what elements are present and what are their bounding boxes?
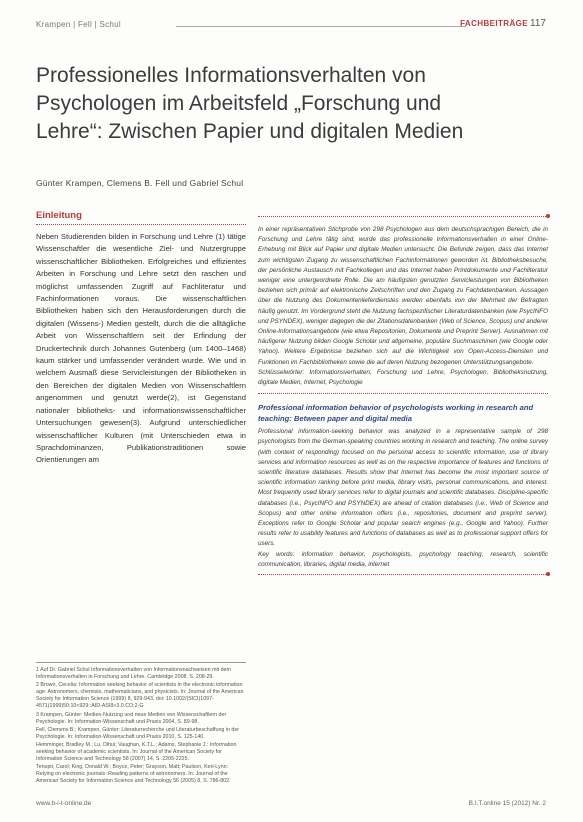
keywords-german: Schlüsselwörter: Informationsverhalten, Forschung und Lehre, Psychologen, Bibliotheksnutzung, digitale Medien, Internet, Psychologie [258, 368, 548, 387]
abstract-english-title: Professional information behavior of psychologists working in research and teaching: Between paper and digital media [258, 403, 534, 424]
intro-heading-rule [36, 224, 246, 225]
running-head-authors: Krampen | Fell | Schul [36, 20, 122, 29]
abstract-mid-rule [258, 393, 548, 394]
footnote: Tenopir, Carol; King, Donald W.; Boyce, Peter; Grayson, Matt; Paulson, Keri-Lynn: Relying on electronic journals: Reading patterns of astronomers. In: Journal of the American Society for Information Science and Technology 56 (2005) 8, S. 786-802. [36, 764, 231, 785]
section-label: FACHBEITRÄGE [460, 19, 528, 28]
abstract-german: In einer repräsentativen Stichprobe von 298 Psychologen aus dem deutschsprachigen Bereich, die in Forschung und Lehre tätig sind, wurde das professionelle Informationsverhalten in einer Online-Erhebung mit Blick auf Papier und digitale Medien untersucht. Die Befunde zeigen, dass das Internet zum wichtigsten Zugang zu wissenschaftlichen Fachinformationen geworden ist. Bibliotheksbesuche, der persönliche Austausch mit Fachkollegen und das Internet haben Printdokumente und Fachliteratur weniger eine untergeordnete Rolle. Die am häufigsten genutzten Servicleistungen von Bibliotheken beziehen sich primär auf elektronische Zeitschriften und den Zugang zu Fachdatenbanken. Aussagen über die Nutzung des Dokumentenlieferdienstes werden ebenfalls von der Mehrheit der Befragten häufig genutzt. Im Vordergrund steht die Nutzung fachspezifischer Literaturdatenbanken (wie PsycINFO und PSYNDEX), weniger dagegen die der Zitationsdatenbanken (Web of Science, Scopus) und anderer Online-Informationsangebote (wie etwa Repositorien, Dokumente und Preprint Server). Ausnahmen mit häufigerer Nutzung bilden Google Scholar und allgemeine, populäre Suchmaschinen (wie Google oder Yahoo). Weitere Ergebnisse beziehen sich auf die Wichtigkeit von Open-Access-Diensten und Funktionen im Fachbibliotheken sowie die auf deren Nutzung bezogenen Unterstützungsangebote. [258, 226, 548, 366]
footer-journal: B.I.T.online 15 (2012) Nr. 2 [468, 800, 546, 807]
page-footer [36, 800, 546, 812]
rule-dot [546, 214, 550, 218]
footnote: 3 Krampen, Günter: Medien-Nutzung und neue Medien von Wissenschaftlern der Psychologie. In: Information-Wissenschaft und Praxis 2004, S. 89-98. [36, 711, 227, 725]
footnote: 1 Auf Dr. Gabriel Schul Informationsverhalten von Informationsnachweisen mit dem Informationsverhalten in Forschung und Lehre. Cambridge 2008. S. 208-29. [36, 667, 231, 681]
left-column [36, 210, 246, 467]
footnote: Fell, Clemens B.; Krampen, Günter: Literaturrecherche und Literaturbeschaffung in der Psychologie. In: Information-Wissenschaft und Praxis 2010, S. 125-140. [36, 726, 240, 740]
abstract-bottom-rule [258, 574, 548, 575]
header-rule [176, 26, 466, 27]
article-authors: Günter Krampen, Clemens B. Fell und Gabriel Schul [36, 178, 244, 188]
footnote: Hemminger, Bradley M.; Lu, Dihui; Vaughan, K.T.L.; Adams, Stephanie J.: Information seeking behavior of academic scientists. In: Journal of the American Society for Information Science and Technology 58 (2007) 14, S. 2205-2225. [36, 741, 237, 763]
rule-dot [546, 572, 550, 576]
title-line-2: Psychologen im Arbeitsfeld „Forschung und [36, 92, 442, 115]
title-line-1: Professionelles Informationsverhalten von [36, 64, 426, 87]
footnote: 2 Brown, Cecelia: Information seeking behavior of scientists in the electronic information age: Astronomers, chemists, mathematicians, and physicists. In: Journal of the American Society for Information Science (1999) 8, 929-943. doi: 10.1002/(SICI)1097-4571(1999)50:10<929::AID-ASI8>3.0.CO;2-G [36, 682, 244, 710]
keywords-english: Key words: information behavior, psychologists, psychology teaching, research, scientific communication, libraries, digital media, internet [258, 550, 548, 568]
footnotes [36, 662, 246, 787]
intro-body: Neben Studierenden bilden in Forschung und Lehre (1) tätige Wissenschaftler die wesentliche Ziel- und Nutzergruppe wissenschaftlicher Bibliotheken. Erfolgreiches und effizientes Arbeiten in Forschung und Lehre setzt den raschen und möglichst umfassenden Zugriff auf Fachliteratur und Fachinformationen voraus. Die wissenschaftlichen Bibliotheken haben sich den Herausforderungen durch die digitalen (Wissens-) Medien gestellt, durch die die alltägliche Arbeit von Wissenschaftlern seit der Erfindung der Druckertechnik durch Johannes Gutenberg (um 1400–1468) kaum stärker und umfassender verändert wurde. Wie und in welchem Ausmaß diese Servicleistungen der Bibliotheken in den Bereichen der digitalen Medien von Wissenschaftlern angenommen und genutzt werde(2), ist Gegenstand nationaler bibliotheks- und informationswissenschaftlicher Untersuchungen gewesen(3). Aufgrund unterschiedlicher wissenschaftlicher Kulturen (mit Unterschieden etwa in Sprachdominanzen, Publikationstraditionen sowie Orientierungen am [36, 232, 246, 465]
running-header [36, 18, 546, 32]
abstract-english: Professional information-seeking behavior was analyzed in a representative sample of 298 psychologists from the German-speaking countries working in research and teaching. The online survey (with context of responding) focused on the personal access to scientific information, use of library services and information resources as well as on the respective importance of features and functions of scientific literature databases. Results show that Internet has become the most important source of scientific information ranking before print media, library visits, personal communications, and interest. Most frequently used library services refer to digital journals and scientific databases. Discipline-specific databases (i.e., PsycINFO and PSYNDEX) are ahead of citation databases (i.e., Web of Science and Scopus) and other online information offers (i.e., repositories, document and preprint server). Exceptions refer to Google Scholar and popular search engines (e.g., Google and Yahoo). Further results refer to usability features and functions of databases as well as to professional support offers for users. [258, 428, 548, 548]
page-number: 117 [530, 18, 546, 29]
article-title [36, 62, 536, 146]
abstract-top-rule [258, 216, 548, 217]
right-column [258, 210, 548, 583]
title-line-3: Lehre“: Zwischen Papier und digitalen Medien [36, 120, 464, 143]
intro-heading: Einleitung [36, 210, 82, 221]
footer-website: www.b-i-t-online.de [36, 800, 92, 807]
